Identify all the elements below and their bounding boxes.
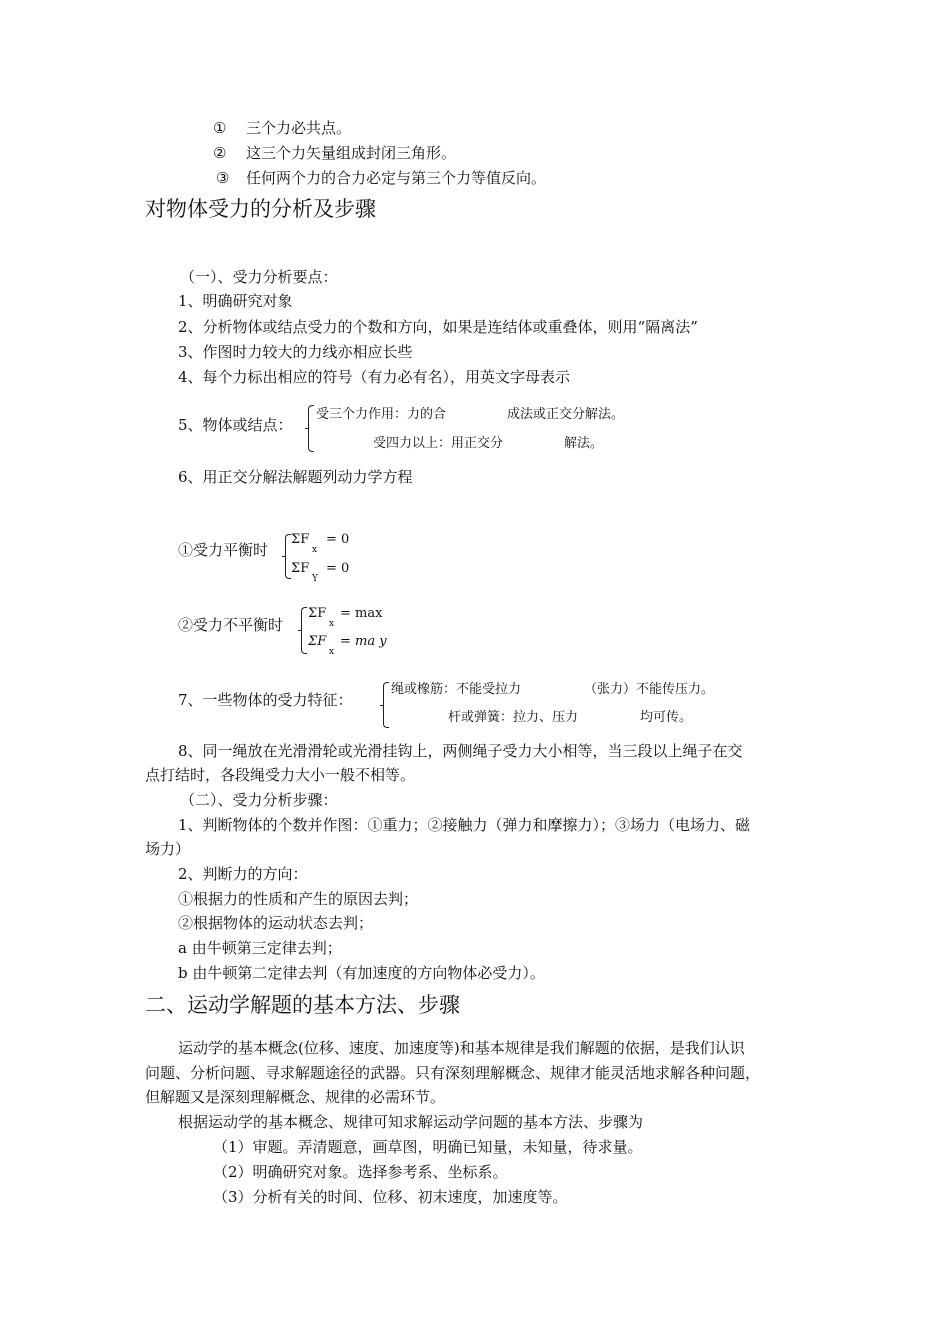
paragraph: 根据运动学的基本概念、规律可知求解运动学问题的基本方法、步骤为 [178, 1113, 644, 1131]
paragraph: 点打结时，各段绳受力大小一般不相等。 [145, 766, 416, 784]
list-item: （3）分析有关的时间、位移、初末速度，加速度等。 [213, 1188, 568, 1206]
equation-rhs: = ma y [340, 634, 387, 649]
paragraph: 4、每个力标出相应的符号（有力必有名），用英文字母表示 [178, 368, 571, 386]
equation-label: ①受力平衡时 [178, 541, 269, 559]
paragraph: ①根据力的性质和产生的原因去判； [178, 890, 419, 908]
subheading: （二）、受力分析步骤： [180, 791, 338, 809]
equation-subscript: x [329, 619, 335, 629]
equation-subscript: x [329, 647, 335, 657]
subheading: （一）、受力分析要点： [180, 268, 338, 286]
list-item-num: ② [213, 144, 227, 162]
brace-line: 杆或弹簧：拉力、压力 [448, 710, 579, 725]
paragraph: 但解题又是深刻理解概念、规律的必需环节。 [145, 1088, 446, 1106]
brace-line: 均可传。 [640, 710, 693, 725]
section-title: 二、运动学解题的基本方法、步骤 [145, 993, 460, 1017]
equation: ΣF [308, 606, 327, 621]
paragraph: 6、用正交分解法解题列动力学方程 [178, 468, 413, 486]
list-item-num: ③ [216, 169, 230, 187]
list-item-num: ① [213, 119, 227, 137]
list-item-text: 任何两个力的合力必定与第三个力等值反向。 [246, 169, 547, 187]
paragraph: 5、物体或结点： [178, 416, 293, 434]
equation: ΣF [291, 561, 310, 576]
equation-label: ②受力不平衡时 [178, 616, 284, 634]
brace-line: 成法或正交分解法。 [507, 407, 625, 422]
paragraph: 运动学的基本概念(位移、速度、加速度等)和基本规律是我们解题的依据，是我们认识 [178, 1039, 745, 1057]
brace-line: （张力）不能传压力。 [584, 682, 715, 697]
list-item: （2）明确研究对象。选择参考系、坐标系。 [213, 1163, 508, 1181]
equation: ΣF [308, 634, 327, 649]
brace-line: 受三个力作用：力的合 [316, 407, 447, 422]
paragraph: ②根据物体的运动状态去判； [178, 914, 374, 932]
list-item: （1）审题。弄清题意，画草图，明确已知量，未知量，待求量。 [213, 1138, 643, 1156]
list-item-text: 三个力必共点。 [246, 119, 352, 137]
section-title: 对物体受力的分析及步骤 [145, 197, 376, 221]
brace-line: 解法。 [564, 436, 604, 451]
brace-line: 绳或橡筋：不能受拉力 [391, 682, 522, 697]
paragraph: b 由牛顿第二定律去判（有加速度的方向物体必受力）。 [178, 964, 545, 982]
paragraph: 2、分析物体或结点受力的个数和方向，如果是连结体或重叠体，则用“隔离法” [178, 318, 698, 336]
equation: ΣF [291, 532, 310, 547]
equation-rhs: = max [340, 606, 383, 621]
paragraph: 1、判断物体的个数并作图：①重力；②接触力（弹力和摩擦力）；③场力（电场力、磁 [178, 816, 751, 834]
list-item-text: 这三个力矢量组成封闭三角形。 [246, 144, 457, 162]
equation-rhs: = 0 [326, 532, 350, 547]
paragraph: 问题、分析问题、寻求解题途径的武器。只有深刻理解概念、规律才能灵活地求解各种问题， [145, 1064, 761, 1082]
equation-subscript: Y [312, 574, 318, 584]
paragraph: 2、判断力的方向： [178, 865, 308, 883]
paragraph: a 由牛顿第三定律去判； [178, 939, 342, 957]
paragraph: 场力） [145, 840, 191, 858]
paragraph: 8、同一绳放在光滑滑轮或光滑挂钩上，两侧绳子受力大小相等，当三段以上绳子在交 [178, 742, 743, 760]
paragraph: 1、明确研究对象 [178, 292, 293, 310]
paragraph: 7、一些物体的受力特征： [178, 691, 353, 709]
brace-line: 受四力以上：用正交分 [373, 436, 504, 451]
equation-subscript: x [312, 545, 318, 555]
paragraph: 3、作图时力较大的力线亦相应长些 [178, 343, 413, 361]
equation-rhs: = 0 [326, 561, 350, 576]
